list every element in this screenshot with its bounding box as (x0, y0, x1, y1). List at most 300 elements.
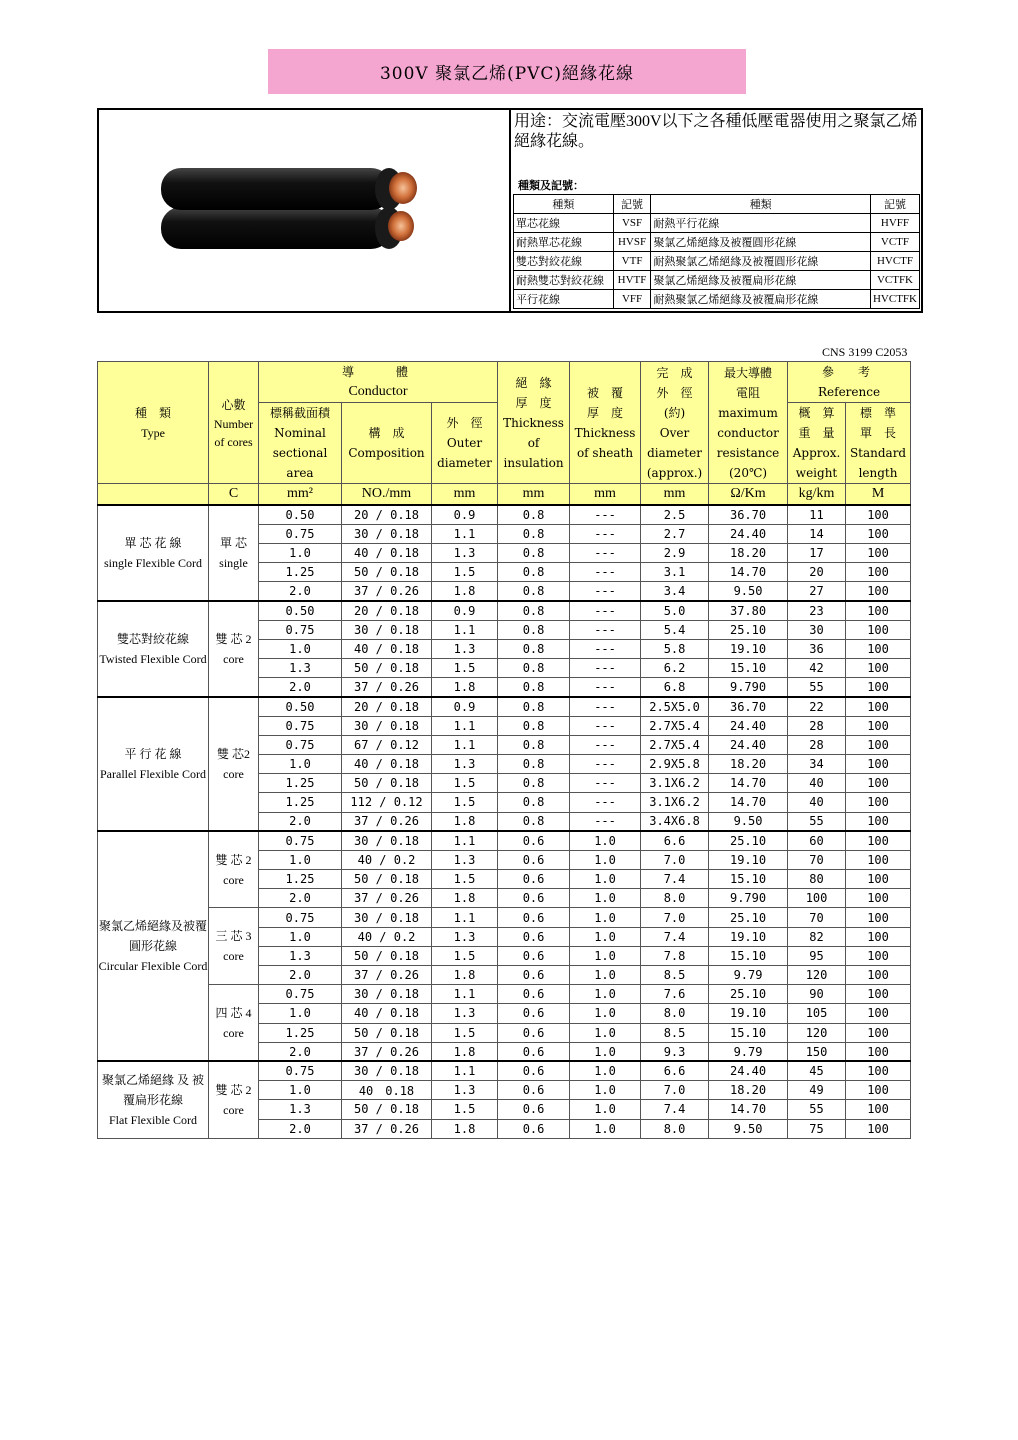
table-cell: 1.3 (259, 659, 342, 678)
table-cell: 1.3 (432, 1004, 498, 1023)
table-cell: --- (570, 601, 641, 620)
table-cell: 9.50 (709, 582, 788, 601)
table-cell: 19.10 (709, 639, 788, 658)
symbols-cell: 聚氯乙烯絕緣及被覆圓形花線 (651, 233, 871, 252)
table-cell: 7.8 (641, 946, 709, 965)
table-cell: 37 / 0.26 (342, 582, 432, 601)
table-cell: 9.79 (709, 966, 788, 985)
table-cell: 100 (788, 889, 846, 908)
group-name-en: Twisted Flexible Cord (99, 651, 207, 666)
table-cell: 30 (788, 620, 846, 639)
table-cell: 70 (788, 850, 846, 869)
table-cell: 1.0 (570, 889, 641, 908)
table-cell: 34 (788, 754, 846, 773)
table-cell: 7.0 (641, 850, 709, 869)
table-cell: 100 (846, 812, 911, 831)
table-cell: 1.5 (432, 1100, 498, 1119)
table-cell: 8.5 (641, 966, 709, 985)
symbols-cell: 聚氯乙烯絕緣及被覆扁形花線 (651, 271, 871, 290)
table-cell: --- (570, 716, 641, 735)
table-cell: 100 (846, 985, 911, 1004)
core-label: 四 芯 4 core (209, 985, 259, 1062)
unit-cell: mm² (259, 484, 342, 506)
table-cell: 100 (846, 543, 911, 562)
table-cell: 0.8 (498, 582, 570, 601)
table-cell: 5.8 (641, 639, 709, 658)
unit-cell: NO./mm (342, 484, 432, 506)
standard-number: CNS 3199 C2053 (822, 345, 908, 359)
table-cell: 0.50 (259, 601, 342, 620)
table-cell: 0.75 (259, 524, 342, 543)
table-cell: 100 (846, 774, 911, 793)
symbols-cell: VCTF (870, 233, 919, 252)
group-name-zh: 平 行 花 線 (124, 747, 182, 762)
table-cell: 0.50 (259, 505, 342, 524)
table-cell: 95 (788, 946, 846, 965)
table-cell: 0.75 (259, 620, 342, 639)
header-conductor: 導 體 Conductor (259, 362, 498, 403)
table-cell: 30 / 0.18 (342, 908, 432, 927)
table-cell: 1.1 (432, 524, 498, 543)
table-cell: --- (570, 505, 641, 524)
table-cell: 0.75 (259, 985, 342, 1004)
table-cell: 15.10 (709, 1023, 788, 1042)
symbols-cell: VCTFK (870, 271, 919, 290)
table-cell: 18.20 (709, 1081, 788, 1100)
table-cell: 7.6 (641, 985, 709, 1004)
table-cell: 14.70 (709, 1100, 788, 1119)
table-cell: 0.8 (498, 697, 570, 716)
table-cell: 37 / 0.26 (342, 889, 432, 908)
unit-cell: kg/km (788, 484, 846, 506)
table-cell: 37 / 0.26 (342, 678, 432, 697)
table-cell: 24.40 (709, 524, 788, 543)
table-cell: 20 / 0.18 (342, 601, 432, 620)
table-cell: 120 (788, 1023, 846, 1042)
table-cell: 0.6 (498, 1042, 570, 1061)
table-cell: 1.5 (432, 870, 498, 889)
table-cell: 0.8 (498, 601, 570, 620)
table-cell: 1.5 (432, 659, 498, 678)
symbols-header-cell: 種類 (651, 195, 871, 214)
table-cell: 28 (788, 716, 846, 735)
table-cell: 1.0 (570, 1100, 641, 1119)
table-cell: 30 / 0.18 (342, 716, 432, 735)
table-cell: 18.20 (709, 543, 788, 562)
symbols-cell: 耐熱單芯花線 (514, 233, 614, 252)
table-cell: 24.40 (709, 1061, 788, 1080)
core-label: 雙 芯 2 core (209, 601, 259, 697)
table-cell: 2.0 (259, 582, 342, 601)
table-cell: 0.6 (498, 1023, 570, 1042)
table-cell: 15.10 (709, 946, 788, 965)
table-cell: 100 (846, 1100, 911, 1119)
table-cell: 100 (846, 716, 911, 735)
table-cell: 0.8 (498, 524, 570, 543)
table-cell: 6.6 (641, 1061, 709, 1080)
table-cell: 6.8 (641, 678, 709, 697)
table-cell: --- (570, 697, 641, 716)
table-cell: 40 / 0.18 (342, 543, 432, 562)
group-name (98, 1061, 209, 1138)
table-cell: 50 / 0.18 (342, 870, 432, 889)
table-cell: 5.4 (641, 620, 709, 639)
table-cell: 37 / 0.26 (342, 1042, 432, 1061)
table-cell: 1.0 (570, 1004, 641, 1023)
table-cell: 0.6 (498, 946, 570, 965)
table-cell: 1.0 (570, 850, 641, 869)
units-row (98, 484, 911, 506)
table-cell: --- (570, 812, 641, 831)
table-cell: 0.9 (432, 505, 498, 524)
table-cell: 67 / 0.12 (342, 735, 432, 754)
table-cell: 0.50 (259, 697, 342, 716)
table-cell: 25.10 (709, 831, 788, 850)
table-cell: 42 (788, 659, 846, 678)
group-name-zh: 聚氯乙烯絕緣 及 被覆扁形花線 (101, 1073, 204, 1108)
table-cell: 1.25 (259, 1023, 342, 1042)
table-cell: 100 (846, 1042, 911, 1061)
table-cell: 8.0 (641, 889, 709, 908)
header-length: 標 準 單 長 Standard length (846, 403, 911, 484)
table-cell: 1.5 (432, 1023, 498, 1042)
table-cell: 9.79 (709, 1042, 788, 1061)
table-cell: 9.790 (709, 678, 788, 697)
table-cell: 0.6 (498, 1061, 570, 1080)
core-label: 雙 芯2 core (209, 697, 259, 831)
table-cell: 55 (788, 678, 846, 697)
table-cell: 50 / 0.18 (342, 946, 432, 965)
header-area: 標稱截面積 Nominal sectional area (259, 403, 342, 484)
table-cell: 0.6 (498, 985, 570, 1004)
table-row (98, 601, 911, 620)
group-name (98, 831, 209, 1061)
table-row (98, 908, 911, 927)
table-cell: 2.7 (641, 524, 709, 543)
symbols-cell: 耐熱雙芯對絞花線 (514, 271, 614, 290)
table-cell: 50 / 0.18 (342, 659, 432, 678)
table-cell: 9.50 (709, 812, 788, 831)
table-cell: 0.9 (432, 697, 498, 716)
core-label: 三 芯 3 core (209, 908, 259, 985)
table-cell: 40 0.18 (342, 1081, 432, 1100)
table-cell: 50 / 0.18 (342, 774, 432, 793)
table-cell: 100 (846, 754, 911, 773)
header-cores: 心數 Number of cores (209, 362, 259, 484)
table-cell: 40 / 0.18 (342, 639, 432, 658)
table-cell: --- (570, 563, 641, 582)
group-name (98, 601, 209, 697)
table-cell: 1.0 (259, 850, 342, 869)
table-cell: 100 (846, 1023, 911, 1042)
table-cell: 1.25 (259, 774, 342, 793)
table-cell: 11 (788, 505, 846, 524)
table-cell: 24.40 (709, 735, 788, 754)
unit-type-blank (98, 484, 209, 506)
table-cell: 1.0 (570, 1119, 641, 1138)
table-cell: 100 (846, 946, 911, 965)
table-cell: --- (570, 754, 641, 773)
table-cell: 100 (846, 678, 911, 697)
table-cell: 15.10 (709, 659, 788, 678)
symbols-row (514, 233, 920, 252)
table-cell: 14.70 (709, 563, 788, 582)
table-cell: 0.6 (498, 1100, 570, 1119)
table-cell: 2.0 (259, 889, 342, 908)
table-cell: 40 / 0.18 (342, 754, 432, 773)
core-label: 單 芯 single (209, 505, 259, 601)
symbols-cell: 雙芯對絞花線 (514, 252, 614, 271)
symbols-header-cell: 記號 (870, 195, 919, 214)
table-cell: 25.10 (709, 620, 788, 639)
table-cell: 14 (788, 524, 846, 543)
table-cell: 1.5 (432, 793, 498, 812)
table-cell: 120 (788, 966, 846, 985)
table-cell: 7.4 (641, 927, 709, 946)
table-cell: 2.0 (259, 1042, 342, 1061)
table-cell: 1.3 (259, 946, 342, 965)
table-cell: 100 (846, 793, 911, 812)
table-cell: 25.10 (709, 908, 788, 927)
table-cell: 1.5 (432, 946, 498, 965)
table-cell: 30 / 0.18 (342, 985, 432, 1004)
table-cell: 1.8 (432, 1119, 498, 1138)
table-cell: 0.75 (259, 716, 342, 735)
table-cell: 40 / 0.18 (342, 1004, 432, 1023)
table-cell: 2.5 (641, 505, 709, 524)
spec-table (97, 361, 911, 1139)
table-cell: 37 / 0.26 (342, 1119, 432, 1138)
group-name-en: Circular Flexible Cord (98, 959, 208, 974)
table-cell: 1.0 (259, 1004, 342, 1023)
table-cell: 17 (788, 543, 846, 562)
table-row (98, 1061, 911, 1080)
unit-cell: M (846, 484, 911, 506)
table-cell: 100 (846, 659, 911, 678)
table-cell: 3.4 (641, 582, 709, 601)
table-cell: 18.20 (709, 754, 788, 773)
header-composition: 構 成 Composition (342, 403, 432, 484)
table-cell: 28 (788, 735, 846, 754)
table-cell: 9.3 (641, 1042, 709, 1061)
table-cell: 3.1X6.2 (641, 793, 709, 812)
table-cell: 1.3 (432, 850, 498, 869)
symbols-cell: HVCTF (870, 252, 919, 271)
table-cell: 36.70 (709, 505, 788, 524)
table-cell: 6.6 (641, 831, 709, 850)
group-name-en: Flat Flexible Cord (109, 1113, 197, 1128)
table-cell: 100 (846, 505, 911, 524)
symbols-table (513, 194, 920, 309)
table-cell: 1.0 (259, 1081, 342, 1100)
table-cell: 100 (846, 582, 911, 601)
symbols-cell: HVFF (870, 214, 919, 233)
table-cell: --- (570, 774, 641, 793)
table-cell: 9.790 (709, 889, 788, 908)
table-cell: 36.70 (709, 697, 788, 716)
core-label: 雙 芯 2 core (209, 831, 259, 908)
table-cell: 0.8 (498, 659, 570, 678)
table-cell: --- (570, 582, 641, 601)
table-cell: 1.0 (259, 927, 342, 946)
table-cell: 40 (788, 774, 846, 793)
table-cell: 0.6 (498, 1119, 570, 1138)
table-cell: 1.1 (432, 985, 498, 1004)
symbols-cell: HVCTFK (870, 290, 919, 309)
table-cell: 2.7X5.4 (641, 735, 709, 754)
usage-text: 用途：交流電壓300V以下之各種低壓電器使用之聚氯乙烯絕緣花線。 (514, 113, 918, 150)
table-cell: 14.70 (709, 774, 788, 793)
table-cell: 1.8 (432, 966, 498, 985)
core-label: 雙 芯 2 core (209, 1061, 259, 1138)
table-cell: 1.0 (570, 908, 641, 927)
table-cell: 1.0 (570, 870, 641, 889)
table-cell: 19.10 (709, 850, 788, 869)
table-cell: 1.1 (432, 735, 498, 754)
table-cell: 37 / 0.26 (342, 812, 432, 831)
table-cell: 55 (788, 812, 846, 831)
table-cell: 1.0 (259, 754, 342, 773)
table-cell: 37 / 0.26 (342, 966, 432, 985)
header-sheath: 被 覆 厚 度 Thickness of sheath (570, 362, 641, 484)
table-cell: 0.6 (498, 966, 570, 985)
symbols-header-cell: 種類 (514, 195, 614, 214)
table-cell: 75 (788, 1119, 846, 1138)
table-cell: 100 (846, 735, 911, 754)
table-cell: 100 (846, 927, 911, 946)
cable-image (99, 110, 509, 311)
table-cell: 1.8 (432, 582, 498, 601)
symbols-header-cell: 記號 (613, 195, 651, 214)
table-cell: 100 (846, 1119, 911, 1138)
table-row (98, 985, 911, 1004)
table-cell: 0.8 (498, 716, 570, 735)
table-cell: 1.0 (570, 946, 641, 965)
header-weight: 概 算 重 量 Approx. weight (788, 403, 846, 484)
table-cell: 50 / 0.18 (342, 563, 432, 582)
table-cell: 45 (788, 1061, 846, 1080)
table-cell: 1.25 (259, 870, 342, 889)
table-cell: 9.50 (709, 1119, 788, 1138)
table-cell: 0.8 (498, 774, 570, 793)
table-cell: 100 (846, 601, 911, 620)
table-cell: 1.3 (432, 639, 498, 658)
table-cell: --- (570, 659, 641, 678)
table-cell: 8.5 (641, 1023, 709, 1042)
group-name-en: Parallel Flexible Cord (100, 767, 206, 782)
table-cell: 0.75 (259, 831, 342, 850)
table-cell: 1.1 (432, 716, 498, 735)
table-cell: 50 / 0.18 (342, 1023, 432, 1042)
table-cell: 1.0 (259, 639, 342, 658)
table-cell: 30 / 0.18 (342, 524, 432, 543)
table-cell: 1.25 (259, 793, 342, 812)
symbols-cell: 耐熱聚氯乙烯絕緣及被覆扁形花線 (651, 290, 871, 309)
table-cell: 1.0 (570, 927, 641, 946)
table-cell: 100 (846, 889, 911, 908)
group-name (98, 697, 209, 831)
symbols-row (514, 252, 920, 271)
unit-cell: mm (432, 484, 498, 506)
symbols-cell: HVTF (613, 271, 651, 290)
table-cell: 2.0 (259, 678, 342, 697)
table-cell: 27 (788, 582, 846, 601)
table-cell: 80 (788, 870, 846, 889)
table-cell: 1.1 (432, 620, 498, 639)
group-name-zh: 雙芯對絞花線 (116, 631, 189, 646)
unit-cell: C (209, 484, 259, 506)
table-cell: 8.0 (641, 1004, 709, 1023)
table-cell: 0.6 (498, 927, 570, 946)
table-cell: 1.0 (570, 966, 641, 985)
table-cell: 100 (846, 850, 911, 869)
header-type: 種 類 Type (98, 362, 209, 484)
header-reference: 參 考 Reference (788, 362, 911, 403)
table-cell: 1.8 (432, 1042, 498, 1061)
table-cell: 2.9X5.8 (641, 754, 709, 773)
symbols-cell: 耐熱聚氯乙烯絕緣及被覆圓形花線 (651, 252, 871, 271)
table-cell: 22 (788, 697, 846, 716)
table-cell: 90 (788, 985, 846, 1004)
cable-photo (99, 110, 511, 311)
table-cell: 100 (846, 697, 911, 716)
table-cell: 0.8 (498, 505, 570, 524)
table-cell: 1.0 (259, 543, 342, 562)
table-cell: 30 / 0.18 (342, 620, 432, 639)
table-cell: 1.0 (570, 1023, 641, 1042)
table-cell: 0.75 (259, 735, 342, 754)
table-cell: 20 / 0.18 (342, 697, 432, 716)
table-cell: 112 / 0.12 (342, 793, 432, 812)
symbols-row (514, 214, 920, 233)
unit-cell: Ω/Km (709, 484, 788, 506)
table-cell: 5.0 (641, 601, 709, 620)
table-cell: --- (570, 524, 641, 543)
intro-panel (97, 108, 923, 313)
header-finish: 完 成 外 徑 (約) Over diameter (approx.) (641, 362, 709, 484)
table-cell: 2.0 (259, 966, 342, 985)
table-cell: 40 (788, 793, 846, 812)
table-cell: 7.4 (641, 1100, 709, 1119)
table-cell: 1.5 (432, 563, 498, 582)
group-name-zh: 單 芯 花 線 (124, 535, 182, 550)
table-cell: 1.0 (570, 1081, 641, 1100)
table-cell: 0.8 (498, 812, 570, 831)
header-outer-diameter: 外 徑 Outer diameter (432, 403, 498, 484)
table-cell: 1.5 (432, 774, 498, 793)
table-cell: 100 (846, 524, 911, 543)
table-cell: 30 / 0.18 (342, 831, 432, 850)
table-cell: 100 (846, 1081, 911, 1100)
table-cell: 105 (788, 1004, 846, 1023)
table-cell: 1.3 (432, 754, 498, 773)
table-cell: --- (570, 678, 641, 697)
table-cell: 0.6 (498, 889, 570, 908)
table-cell: --- (570, 543, 641, 562)
table-cell: 0.9 (432, 601, 498, 620)
symbols-cell: 平行花線 (514, 290, 614, 309)
table-cell: 0.6 (498, 1004, 570, 1023)
unit-cell: mm (498, 484, 570, 506)
symbols-cell: VTF (613, 252, 651, 271)
table-cell: 1.1 (432, 1061, 498, 1080)
table-cell: 36 (788, 639, 846, 658)
header-resistance: 最大導體 電阻 maximum conductor resistance (20℃) (709, 362, 788, 484)
table-cell: 100 (846, 966, 911, 985)
table-cell: --- (570, 639, 641, 658)
table-row (98, 831, 911, 850)
symbols-cell: VFF (613, 290, 651, 309)
